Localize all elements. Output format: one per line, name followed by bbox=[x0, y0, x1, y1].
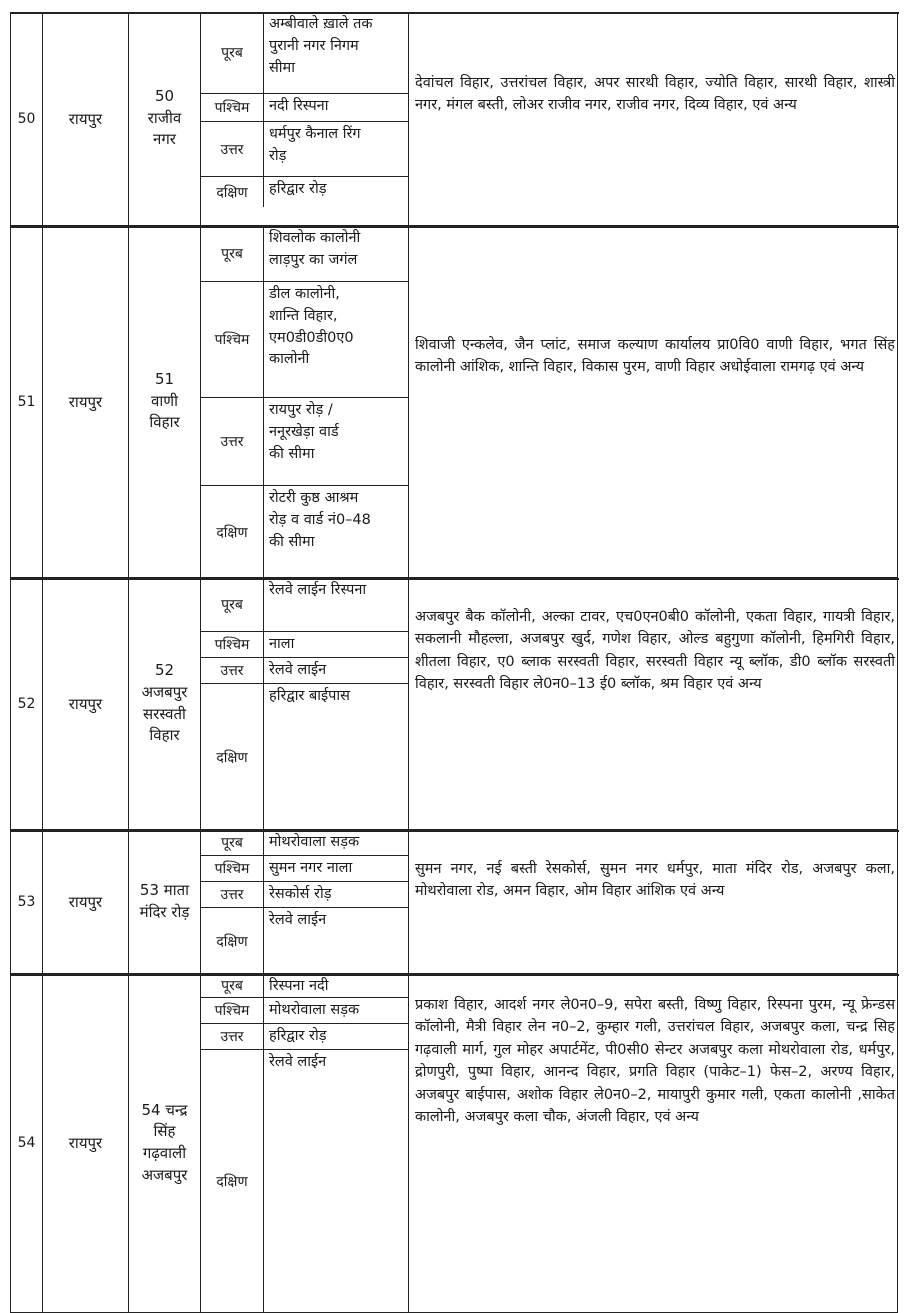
boundary-description: हरिद्वार बाईपास bbox=[269, 688, 350, 704]
boundary-direction: उत्तर bbox=[201, 398, 264, 485]
boundary-row bbox=[201, 908, 408, 974]
boundary-direction: दक्षिण bbox=[201, 908, 264, 974]
ward-row bbox=[10, 974, 898, 1313]
boundary-description: रेलवे लाईन bbox=[269, 662, 327, 678]
boundary-description: रेलवे लाईन रिस्पना bbox=[269, 582, 367, 598]
boundary-direction: पूरब bbox=[201, 974, 264, 997]
boundary-direction: उत्तर bbox=[201, 122, 264, 176]
boundary-description: रेसकोर्स रोड़ bbox=[269, 886, 332, 902]
boundary-direction: दक्षिण bbox=[201, 177, 264, 207]
boundary-row bbox=[201, 684, 408, 830]
boundary-column bbox=[201, 226, 409, 577]
boundary-direction: उत्तर bbox=[201, 658, 264, 683]
boundary-row bbox=[201, 398, 408, 486]
covered-areas-text: प्रकाश विहार, आदर्श नगर ले0न0–9, सपेरा बस्ती, विष्णु विहार, रिस्पना पुरम, न्यू फ्रेन्डस कॉलोनी, मैत्री विहार लेन न0–2, कुम्हार गली, उत्तरांचल विहार, अजबपुर कला, चन्द्र सिह गढ़वाली मार्ग, गुल मोहर अपार्टमेंट, पी0सी0 सेन्टर अजबपुर कला मोथरोवाला रोड, धर्मपुर, द्रोणपुरी, पुष्पा विहार, आनन्द विहार, प्रगति विहार (पाकेट–1) फेस–2, अरण्य विहार, अजबपुर बाईपास, अशोक विहार ले0न0–2, मायापुरी कुमार गली, एकता कालोनी ,साकेत कालोनी, अजबपुर कला चौक, अंजली विहार, एवं अन्य bbox=[415, 997, 895, 1126]
areas-column bbox=[409, 226, 899, 577]
ward-name: 54 चन्द्र सिंह गढ़वाली अजबपुर bbox=[129, 974, 201, 1312]
ward-row bbox=[10, 578, 898, 830]
boundary-row bbox=[201, 882, 408, 908]
ward-row bbox=[10, 830, 898, 974]
areas-column bbox=[409, 12, 899, 225]
ward-zone: रायपुर bbox=[43, 226, 129, 577]
ward-zone: रायपुर bbox=[43, 830, 129, 973]
ward-name: 52 अजबपुर सरस्वती विहार bbox=[129, 578, 201, 829]
boundary-direction: पश्चिम bbox=[201, 856, 264, 881]
boundary-direction: उत्तर bbox=[201, 1024, 264, 1049]
boundary-row bbox=[201, 856, 408, 882]
boundary-row bbox=[201, 226, 408, 282]
boundary-column bbox=[201, 974, 409, 1312]
boundary-row bbox=[201, 12, 408, 94]
ward-row bbox=[10, 12, 898, 226]
boundary-description: अम्बीवाले ख़ाले तक पुरानी नगर निगम सीमा bbox=[269, 16, 373, 76]
boundary-direction: पश्चिम bbox=[201, 94, 264, 121]
boundary-row bbox=[201, 177, 408, 207]
covered-areas-text: सुमन नगर, नई बस्ती रेसकोर्स, सुमन नगर धर्मपुर, माता मंदिर रोड, अजबपुर कला, मोथरोवाला रोड, अमन विहार, ओम विहार आंशिक एवं अन्य bbox=[415, 861, 895, 900]
boundary-description: रेलवे लाईन bbox=[269, 1054, 327, 1070]
boundary-row bbox=[201, 578, 408, 632]
boundary-description: नदी रिस्पना bbox=[269, 98, 329, 114]
boundary-row bbox=[201, 1050, 408, 1313]
areas-column bbox=[409, 578, 899, 829]
boundary-row bbox=[201, 122, 408, 177]
boundary-row bbox=[201, 486, 408, 578]
boundary-description: नाला bbox=[269, 636, 295, 652]
boundary-column bbox=[201, 578, 409, 829]
boundary-direction: पश्चिम bbox=[201, 998, 264, 1023]
boundary-row bbox=[201, 998, 408, 1024]
ward-zone: रायपुर bbox=[43, 578, 129, 829]
boundary-description: धर्मपुर कैनाल रिंग रोड़ bbox=[269, 126, 361, 164]
covered-areas-text: शिवाजी एन्कलेव, जैन प्लांट, समाज कल्याण कार्यालय प्रा0वि0 वाणी विहार, भगत सिंह कालोनी आंशिक, शान्ति विहार, विकास पुरम, वाणी विहार अधोईवाला रामगढ़ एवं अन्य bbox=[415, 337, 895, 376]
boundary-direction: उत्तर bbox=[201, 882, 264, 907]
ward-number: 51 bbox=[11, 226, 43, 577]
ward-number: 52 bbox=[11, 578, 43, 829]
boundary-description: रेलवे लाईन bbox=[269, 912, 327, 928]
boundary-column bbox=[201, 12, 409, 225]
boundary-direction: दक्षिण bbox=[201, 1050, 264, 1313]
boundary-description: मोथरोवाला सड़क bbox=[269, 1002, 360, 1018]
boundary-row bbox=[201, 658, 408, 684]
boundary-row bbox=[201, 282, 408, 398]
boundary-description: रायपुर रोड़ / ननूरखेड़ा वार्ड की सीमा bbox=[269, 402, 339, 462]
covered-areas-text: अजबपुर बैक कॉलोनी, अल्का टावर, एच0एन0बी0 कॉलोनी, एकता विहार, गायत्री विहार, सकलानी मौहल्ला, अजबपुर खुर्द, गणेश विहार, ओल्ड बहुगुणा कॉलोनी, हिमगिरी विहार, शीतला विहार, ए0 ब्लाक सरस्वती विहार, सरस्वती विहार न्यू ब्लॉक, डी0 ब्लॉक सरस्वती विहार, सरस्वती विहार ले0न0–13 ई0 ब्लॉक, श्रम विहार एवं अन्य bbox=[415, 609, 895, 693]
boundary-row bbox=[201, 632, 408, 658]
boundary-direction: पूरब bbox=[201, 226, 264, 281]
boundary-row bbox=[201, 94, 408, 122]
boundary-row bbox=[201, 1024, 408, 1050]
areas-column bbox=[409, 830, 899, 973]
ward-zone: रायपुर bbox=[43, 12, 129, 225]
ward-number: 54 bbox=[11, 974, 43, 1312]
boundary-description: सुमन नगर नाला bbox=[269, 860, 353, 876]
boundary-direction: पूरब bbox=[201, 12, 264, 93]
ward-name: 53 माता मंदिर रोड़ bbox=[129, 830, 201, 973]
ward-boundary-table bbox=[10, 12, 898, 1313]
boundary-description: डील कालोनी, शान्ति विहार, एम0डी0डी0ए0 कालोनी bbox=[269, 286, 354, 368]
boundary-description: हरिद्वार रोड़ bbox=[269, 1028, 327, 1044]
ward-number: 53 bbox=[11, 830, 43, 973]
boundary-direction: दक्षिण bbox=[201, 486, 264, 578]
boundary-description: हरिद्वार रोड़ bbox=[269, 181, 327, 197]
ward-name: 51 वाणी विहार bbox=[129, 226, 201, 577]
boundary-direction: पश्चिम bbox=[201, 632, 264, 657]
boundary-row bbox=[201, 830, 408, 856]
boundary-direction: पूरब bbox=[201, 830, 264, 855]
ward-number: 50 bbox=[11, 12, 43, 225]
boundary-direction: दक्षिण bbox=[201, 684, 264, 830]
boundary-description: मोथरोवाला सड़क bbox=[269, 834, 360, 850]
boundary-description: शिवलोक कालोनी लाड़पुर का जगंल bbox=[269, 230, 361, 268]
boundary-direction: पश्चिम bbox=[201, 282, 264, 397]
boundary-description: रोटरी कुष्ठ आश्रम रोड़ व वार्ड नं0–48 की सीमा bbox=[269, 490, 371, 550]
areas-column bbox=[409, 974, 899, 1312]
boundary-column bbox=[201, 830, 409, 973]
boundary-description: रिस्पना नदी bbox=[269, 978, 329, 994]
ward-zone: रायपुर bbox=[43, 974, 129, 1312]
boundary-direction: पूरब bbox=[201, 578, 264, 631]
ward-row bbox=[10, 226, 898, 578]
covered-areas-text: देवांचल विहार, उत्तरांचल विहार, अपर सारथी विहार, ज्योति विहार, सारथी विहार, शास्त्री नगर, मंगल बस्ती, लोअर राजीव नगर, राजीव नगर, दिव्य विहार, एवं अन्य bbox=[415, 75, 895, 114]
ward-name: 50 राजीव नगर bbox=[129, 12, 201, 225]
boundary-row bbox=[201, 974, 408, 998]
